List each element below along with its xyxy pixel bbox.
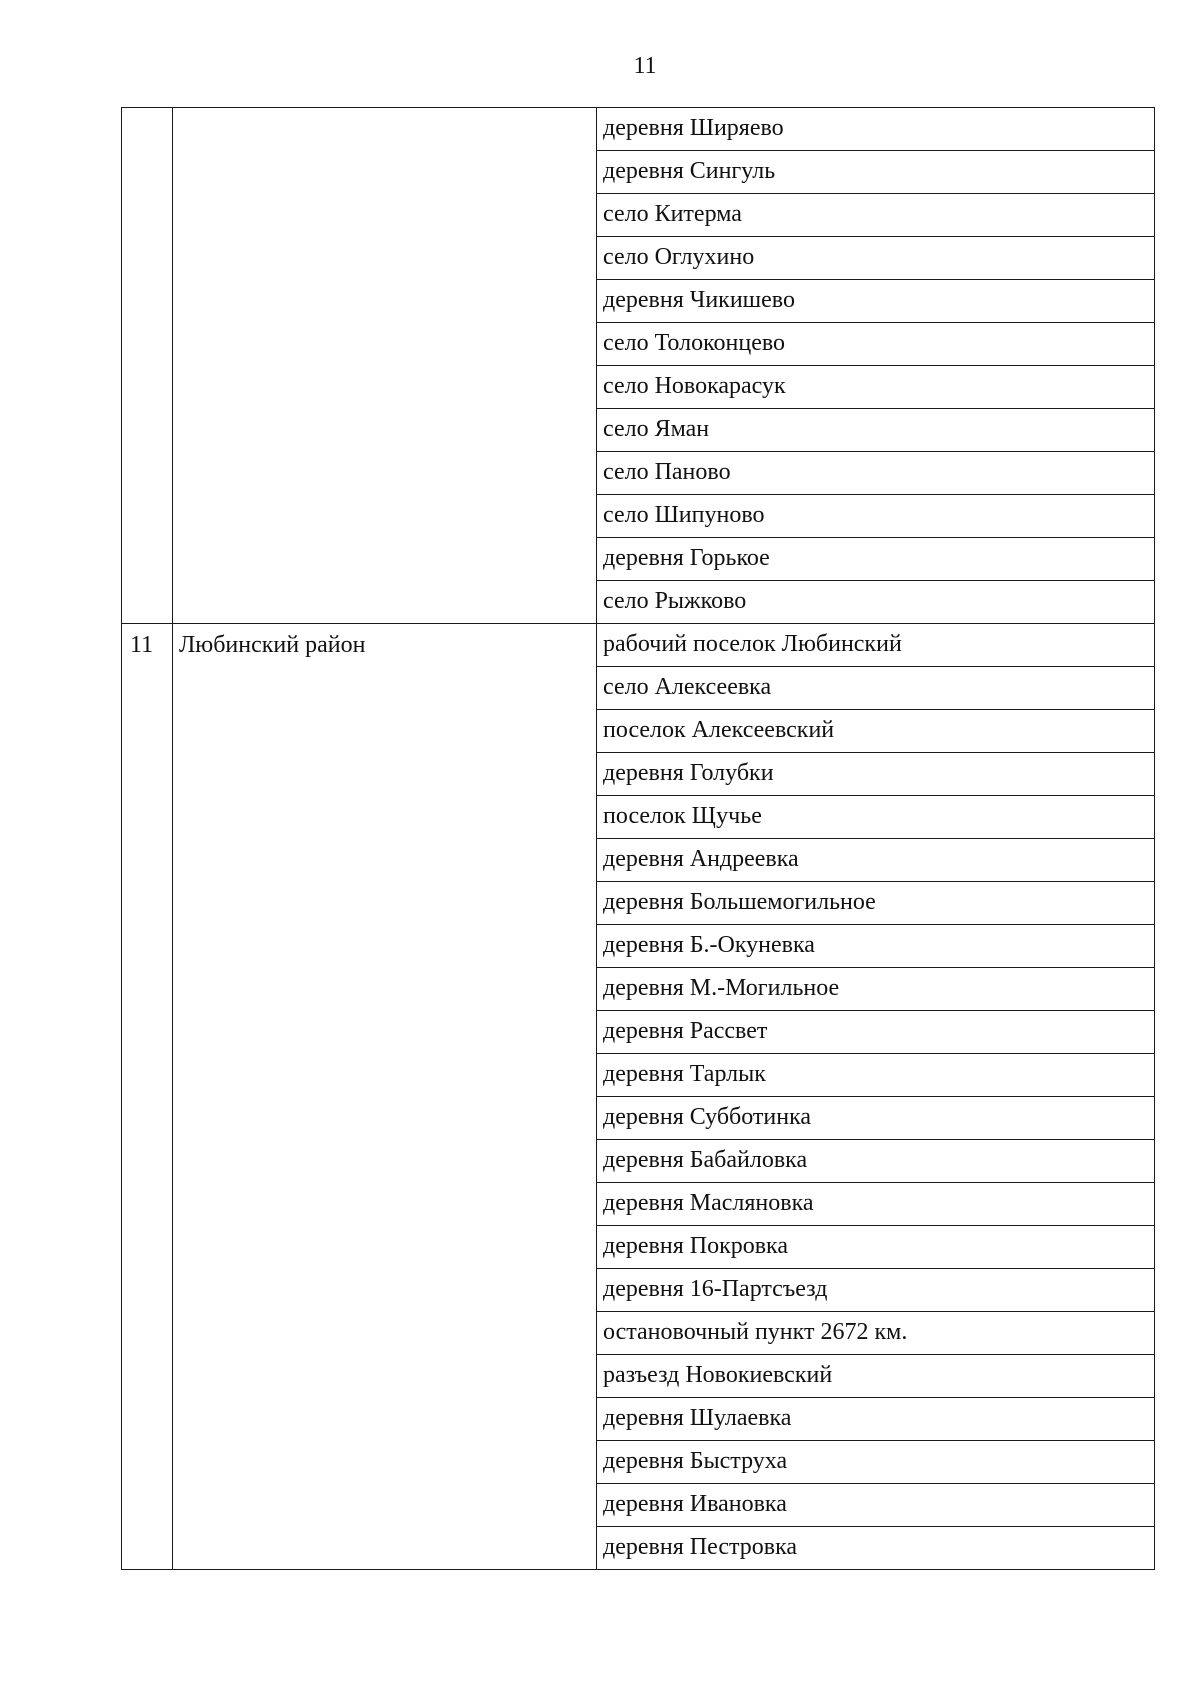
settlement-cell: село Китерма (597, 194, 1155, 237)
settlement-cell: поселок Алексеевский (597, 710, 1155, 753)
settlement-cell: село Шипуново (597, 495, 1155, 538)
settlement-cell: село Рыжково (597, 581, 1155, 624)
settlement-cell: деревня Андреевка (597, 839, 1155, 882)
continued-number-cell (122, 108, 173, 624)
settlement-cell: село Паново (597, 452, 1155, 495)
settlement-cell: деревня Шулаевка (597, 1398, 1155, 1441)
settlements-table-body (122, 108, 1155, 1570)
settlement-cell: деревня Сингуль (597, 151, 1155, 194)
settlement-cell: деревня Большемогильное (597, 882, 1155, 925)
settlement-cell: деревня Пестровка (597, 1527, 1155, 1570)
settlement-cell: село Толоконцево (597, 323, 1155, 366)
settlement-cell: деревня М.-Могильное (597, 968, 1155, 1011)
settlement-cell: деревня Горькое (597, 538, 1155, 581)
settlement-cell: село Новокарасук (597, 366, 1155, 409)
continued-district-cell (173, 108, 597, 624)
district-name-cell: Любинский район (173, 624, 597, 1570)
settlement-cell: село Алексеевка (597, 667, 1155, 710)
settlement-cell: деревня Ширяево (597, 108, 1155, 151)
district-number-cell: 11 (122, 624, 173, 1570)
settlement-cell: деревня Быструха (597, 1441, 1155, 1484)
settlement-cell: деревня Покровка (597, 1226, 1155, 1269)
settlement-cell: деревня Голубки (597, 753, 1155, 796)
settlement-cell: деревня Бабайловка (597, 1140, 1155, 1183)
settlement-cell: деревня 16-Партсъезд (597, 1269, 1155, 1312)
settlement-cell: деревня Масляновка (597, 1183, 1155, 1226)
settlements-table (121, 107, 1155, 1570)
settlement-cell: разъезд Новокиевский (597, 1355, 1155, 1398)
settlement-cell: деревня Б.-Окуневка (597, 925, 1155, 968)
settlement-cell: деревня Чикишево (597, 280, 1155, 323)
settlement-cell: деревня Рассвет (597, 1011, 1155, 1054)
settlement-cell: рабочий поселок Любинский (597, 624, 1155, 667)
settlement-cell: село Оглухино (597, 237, 1155, 280)
settlement-cell: деревня Субботинка (597, 1097, 1155, 1140)
settlement-cell: село Яман (597, 409, 1155, 452)
settlement-cell: остановочный пункт 2672 км. (597, 1312, 1155, 1355)
settlement-cell: деревня Ивановка (597, 1484, 1155, 1527)
settlement-cell: поселок Щучье (597, 796, 1155, 839)
page-number: 11 (633, 53, 657, 79)
table-row (122, 624, 1155, 667)
table-row (122, 108, 1155, 151)
settlement-cell: деревня Тарлык (597, 1054, 1155, 1097)
